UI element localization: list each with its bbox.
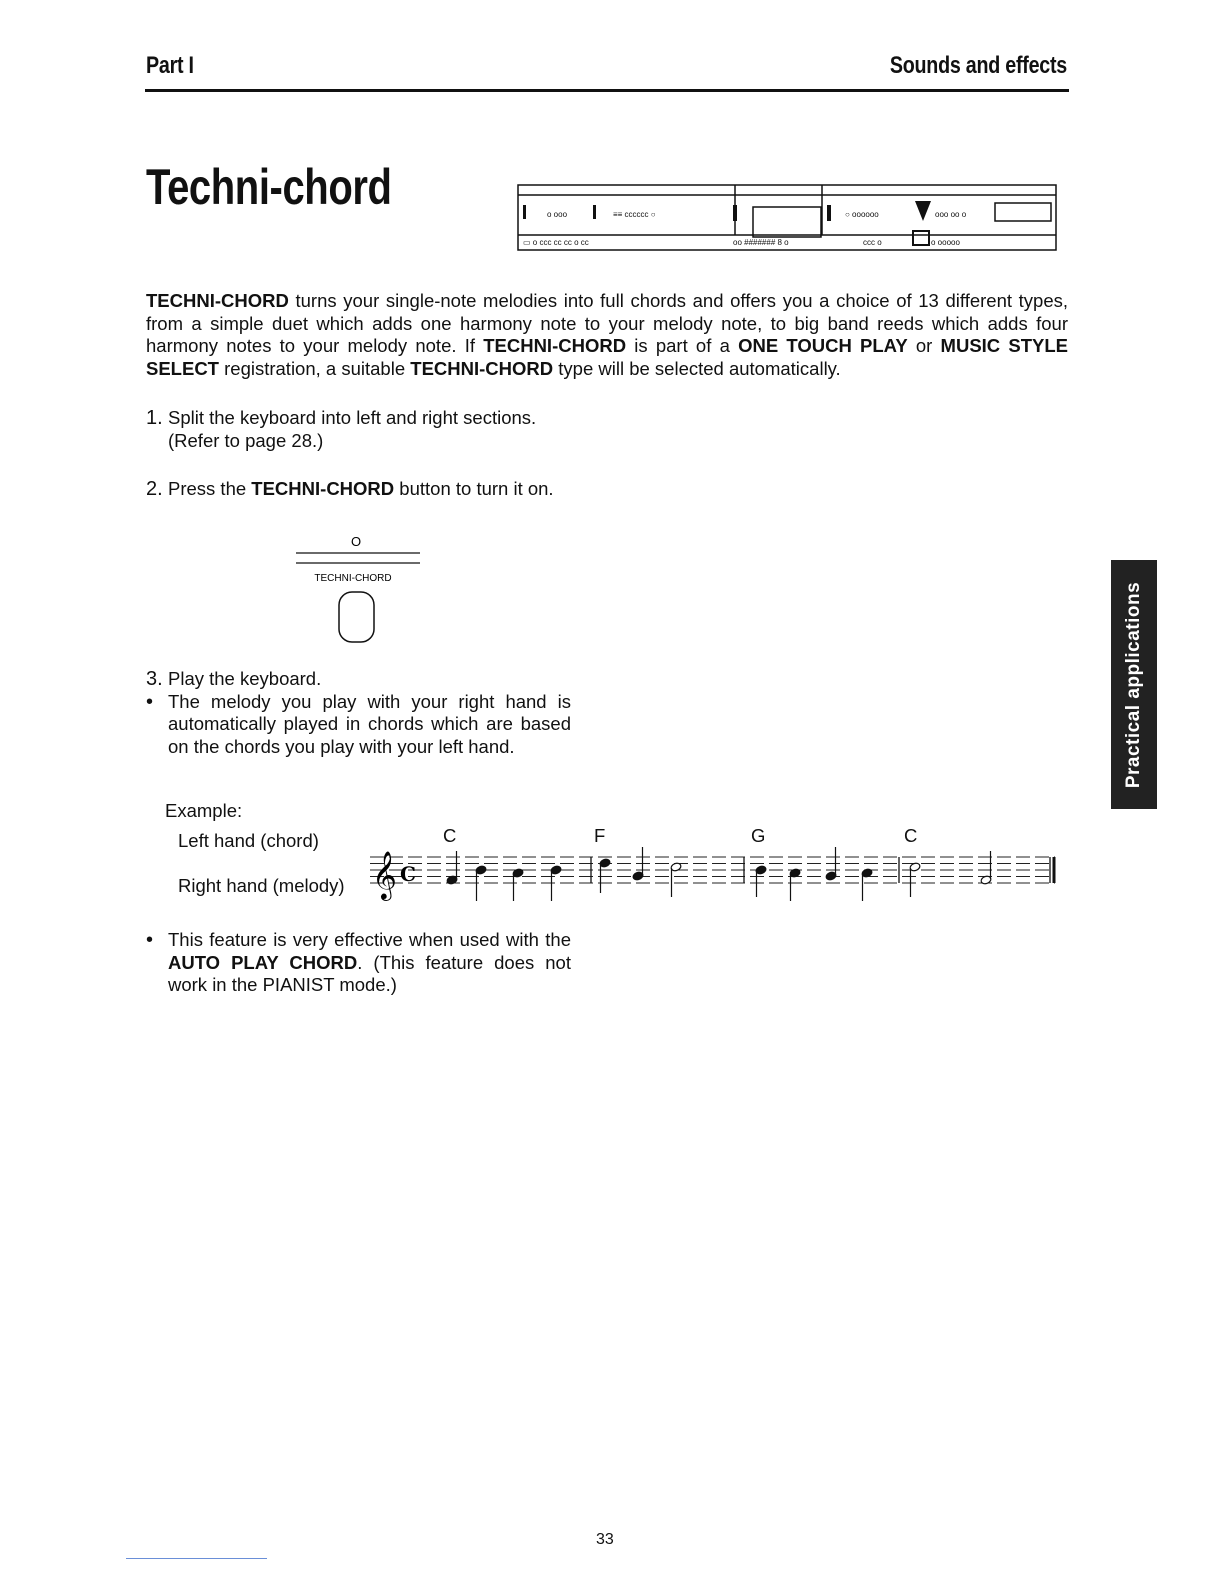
control-panel-diagram <box>517 183 1059 253</box>
step-2 <box>146 478 571 501</box>
treble-clef-icon: 𝄞 <box>372 850 397 899</box>
svg-text:oo ####### 8 o: oo ####### 8 o <box>733 238 789 247</box>
header-section: Sounds and effects <box>889 52 1067 79</box>
step-3-text: Play the keyboard. <box>168 668 322 689</box>
bullet-marker: • <box>146 929 154 951</box>
header-rule <box>145 89 1069 92</box>
svg-text:≡≡ cccccc ○: ≡≡ cccccc ○ <box>613 210 656 219</box>
feature-note: • This feature is very effective when used with the AUTO PLAY CHORD. (This feature does not work in the PIANIST mode.) <box>146 929 571 996</box>
step-2-text: Press the TECHNI-CHORD button to turn it on. <box>168 478 554 499</box>
panel-disk-slot <box>995 203 1051 221</box>
time-signature: C <box>400 862 416 886</box>
svg-text:ooo oo o: ooo oo o <box>935 210 967 219</box>
header-part: Part I <box>146 52 194 79</box>
chord-label: C <box>443 825 457 846</box>
button-label: TECHNI-CHORD <box>314 573 392 584</box>
step-1-number: 1. <box>146 407 163 429</box>
svg-text:o ooo: o ooo <box>547 210 568 219</box>
right-hand-label: Right hand (melody) <box>178 875 345 896</box>
panel-display <box>753 207 821 237</box>
page-number: 33 <box>596 1531 614 1548</box>
left-hand-label: Left hand (chord) <box>178 830 319 851</box>
step-3-bullet: • The melody you play with your right hand is automatically played in chords which are based on the chords you play with your left hand. <box>146 690 571 757</box>
chord-label: C <box>904 825 918 846</box>
panel-highlight-box <box>913 231 929 245</box>
page-title: Techni-chord <box>146 159 392 215</box>
panel-pointer-arrow <box>915 201 931 221</box>
step-1 <box>146 407 574 452</box>
step-2-number: 2. <box>146 478 163 500</box>
step-3 <box>146 668 571 758</box>
step-1-text: Split the keyboard into left and right sections. <box>168 407 537 428</box>
bullet-marker: • <box>146 690 154 713</box>
music-staff <box>370 845 1060 905</box>
chord-label: F <box>594 825 606 846</box>
step-1-reference: (Refer to page 28.) <box>168 429 324 451</box>
svg-text:ccc o: ccc o <box>863 238 882 247</box>
techni-chord-button-figure <box>296 531 424 656</box>
step-3-number: 3. <box>146 668 163 690</box>
side-tab: Practical applications <box>1111 560 1157 809</box>
intro-paragraph: TECHNI-CHORD turns your single-note melodies into full chords and offers you a choice of 13 different types, from a simple duet which adds one harmony note to your melody note, to big band reeds which adds four harmony notes to your melody note. If TECHNI-CHORD is part of a ONE TOUCH PLAY or MUSIC STYLE SELECT registration, a suitable TECHNI-CHORD type will be selected automatically. <box>146 290 1068 379</box>
svg-text:○ oooooo: ○ oooooo <box>845 210 879 219</box>
svg-text:o ooooo: o ooooo <box>931 238 960 247</box>
chord-label: G <box>751 825 766 846</box>
example-label: Example: <box>165 800 243 821</box>
footer-rule <box>126 1558 267 1559</box>
techni-chord-button <box>339 592 374 642</box>
button-indicator: O <box>350 534 362 549</box>
svg-text:▭ o ccc cc cc o cc: ▭ o ccc cc cc o cc <box>523 238 589 247</box>
